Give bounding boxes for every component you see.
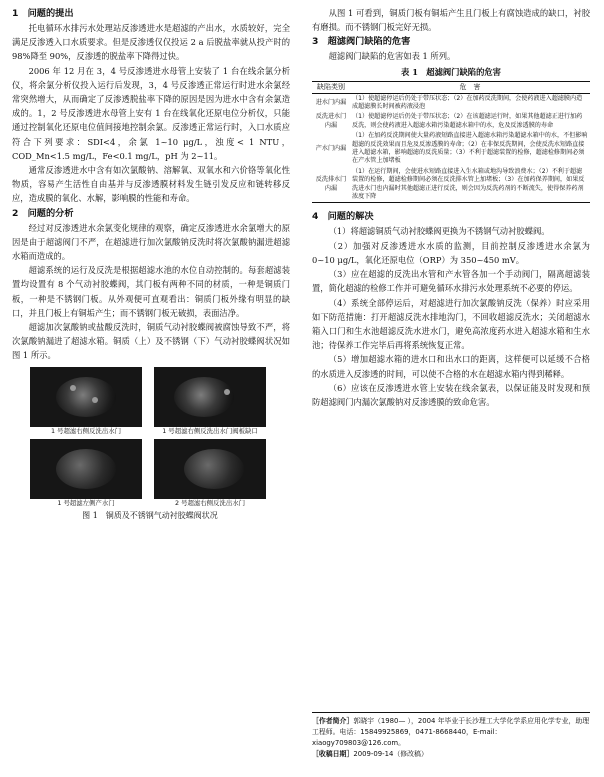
paragraph: 从图 1 可看到，铜质门板有铜垢产生且门板上有腐蚀造成的缺口，衬胶有磨损。而不锈钢门板完好无损。 <box>312 8 590 33</box>
paragraph: （6）应该在反渗透进水管上安装在线余氯表，以保证能及时发现和预防超滤阀门内漏次氯酸钠对反渗透膜的致命危害。 <box>312 382 590 407</box>
figure-1 <box>30 367 270 522</box>
figure-panel <box>154 439 266 508</box>
section-2-title: 2 问题的分析 <box>12 207 74 219</box>
paragraph: （4）系统全部停运后，对超滤进行加次氯酸钠反洗（保养）时应采用如下防范措施：打开超滤反洗水排地沟门，不回收超滤反洗水；关闭超滤水箱入口门和生水池超滤反洗水进水门，避免高浓度药水进入超滤水箱和生水池；待保养工作完毕后再将系统恢复正常。 <box>312 297 590 351</box>
figure-title: 图 1 铜质及不锈钢气动衬胶蝶阀状况 <box>82 510 218 520</box>
table-header: 缺陷类别 <box>312 81 350 93</box>
figure-panel <box>30 439 142 508</box>
section-1-title: 1 问题的提出 <box>12 8 74 19</box>
section-4-title: 4 问题的解决 <box>312 211 374 223</box>
table-cell: 产水门内漏 <box>315 144 347 152</box>
received-label: ［收稿日期］ <box>312 750 354 758</box>
defect-table <box>312 81 590 204</box>
table-cell: 进水门内漏 <box>315 98 347 106</box>
author-bio <box>312 716 590 749</box>
table-header: 危 害 <box>350 81 590 93</box>
paragraph: （5）增加超滤水箱的进水口和出水口的距离，这样便可以延缓不合格的水质进入反渗透的时间，可以使不合格的水在超滤水箱内得到稀释。 <box>312 354 590 379</box>
table-cell: 反洗进水门内漏 <box>315 113 347 129</box>
paragraph: 经过对反渗透进水余氯变化规律的观察，确定反渗透进水余氯增大的原因是由于超滤阀门不严，在超滤进行加次氯酸钠反洗时将次氯酸钠漏进超滤水箱而造成的。 <box>12 222 290 262</box>
valve-photo <box>30 439 142 499</box>
valve-photo <box>154 439 266 499</box>
table-cell: 反洗排水门内漏 <box>315 176 347 192</box>
figure-panel <box>154 367 266 436</box>
table-row <box>312 167 590 203</box>
table-cell: （1）使超滤停运后仍处于带压状态；（2）在加药反洗期间，会使药液进入超滤膜内造成超滤膜长时间被药液浸泡 <box>352 94 583 111</box>
table-cell: （1）在运行期间，会使进水短路直接进入生水箱或地沟导致浪费水；（2）不利于超滤装置的检修，超滤检修期间必须在反洗排水管上加堵板；（3）在加药保养期间，如果反洗进水门也内漏时其他超滤正进行反洗，则会因为反洗药剂的不断流失，使得保养药剂浓度下降 <box>352 167 585 201</box>
section-3-title: 3 超滤阀门缺陷的危害 <box>312 36 411 48</box>
paragraph: （2）加强对反渗透进水水质的监测，目前控制反渗透进水余氯为 0~10 μg/L，氧化还原电位（ORP）为 350~450 mV。 <box>312 240 590 265</box>
paragraph: 超滤加次氯酸钠或盐酸反洗时，铜质气动衬胶蝶阀被腐蚀导致不严，将次氯酸钠漏进了超滤水箱。铜质（上）及不锈钢（下）气动衬胶蝶阀状况如图 1 所示。 <box>12 322 290 361</box>
author-label: ［作者简介］ <box>312 717 354 725</box>
paragraph: 2006 年 12 月在 3，4 号反渗透进水母管上安装了 1 台在线余氯分析仪，将余氯分析仪投入运行后发现，3，4 号反渗透正常运行时进水余氯经常突然增大，从而确定了反渗透脱盐率下降的原因是因为进水中含有余氯造成的。1，2 号反渗透进水母管上安有 1 台在线氧化还原电位分析仪，只能通过控制氧化还原电位值间接地控制余氯。反渗透正常运行时，入口水质应符合下列要求：SDI<4，余氯 1~10 μg/L，浊度< 1 NTU，COD_Mn<1.5 mg/L，Fe<0.1 mg/L，pH 为 2~11。 <box>12 65 290 161</box>
table-title: 表 1 超滤阀门缺陷的危害 <box>401 66 501 77</box>
figure-panel <box>30 367 142 436</box>
author-text: 郭晓宇（1980— ），2004 年毕业于长沙理工大学化学系应用化学专业，助理工程师。电话：15849925869，0471-8668440，E-mail：xiaogy709803@126.com。 <box>312 717 590 747</box>
left-column <box>12 6 290 522</box>
paragraph: （3）应在超滤的反洗出水管和产水管各加一个手动阀门，隔离超滤装置，简化超滤的检修工作并可避免循环水排污水处理系统不必要的停运。 <box>312 269 590 294</box>
received-value: 2009-09-14（修改稿） <box>353 750 428 758</box>
table-row <box>312 131 590 167</box>
paragraph: 通常反渗透进水中含有如次氯酸钠、溶解氧、双氧水和六价铬等氧化性物质，容易产生活性自由基并与反渗透膜材料发生链引发反应和链转移反应，造成膜的氧化、水解，影响膜的性能和寿命。 <box>12 165 290 204</box>
table-row <box>312 112 590 131</box>
paragraph: 托电循环水排污水处理站反渗透进水是超滤的产出水，水质较好，完全满足反渗透入口水质要求。但是反渗透仅仅投运 2 a 后脱盐率就从投产时的 98%降至 90%，反渗透的脱盐率下降得过快。 <box>12 23 290 62</box>
table-cell: （1）在加药反洗期间使大量药液短路直接进入超滤水箱污染超滤水箱中的水，不但影响超滤的反洗效果而且危及反渗透膜的寿命；（2）在非保反洗期间，会使反洗水短路直接进入超滤水箱，影响超滤的反洗质量；（3）不利于超滤装置的检修，超滤检修期间必须在产水管上加堵板 <box>352 132 588 165</box>
figure-caption: 1 号超滤右侧反洗出水门 <box>50 426 121 435</box>
paragraph: 超滤阀门缺陷的危害如表 1 所列。 <box>328 51 456 62</box>
table-header-row <box>312 81 590 93</box>
table-row <box>312 93 590 112</box>
figure-caption: 1 号超滤右侧反洗出水门阀板缺口 <box>162 426 258 435</box>
author-note <box>312 712 590 760</box>
figure-caption: 1 号超滤左侧产水门 <box>57 498 115 507</box>
figure-caption: 2 号超滤右侧反洗出水门 <box>174 498 245 507</box>
paragraph: 超滤系统的运行及反洗是根据超滤水池的水位自动控制的。每套超滤装置均设置有 8 个气动衬胶蝶阀，其门板有两种不同的材质，一种是铜质门板，一种是不锈钢门板。从外观便可直观看出：铜质门板外缘有明显的缺口，并且门板上有铜垢产生；而不锈钢门板无破损，表面洁净。 <box>12 265 290 318</box>
right-column <box>312 6 590 409</box>
table-cell: （1）使超滤停运后仍处于带压状态；（2）在该超滤运行时，如果其他超滤正进行加药反洗，则会使药液进入超滤水箱污染超滤水箱中的水，危及反渗透膜的寿命 <box>352 113 583 129</box>
received-date <box>312 749 590 760</box>
valve-photo <box>154 367 266 427</box>
paragraph: （1）将超滤铜质气动衬胶蝶阀更换为不锈钢气动衬胶蝶阀。 <box>328 226 550 237</box>
valve-photo <box>30 367 142 427</box>
